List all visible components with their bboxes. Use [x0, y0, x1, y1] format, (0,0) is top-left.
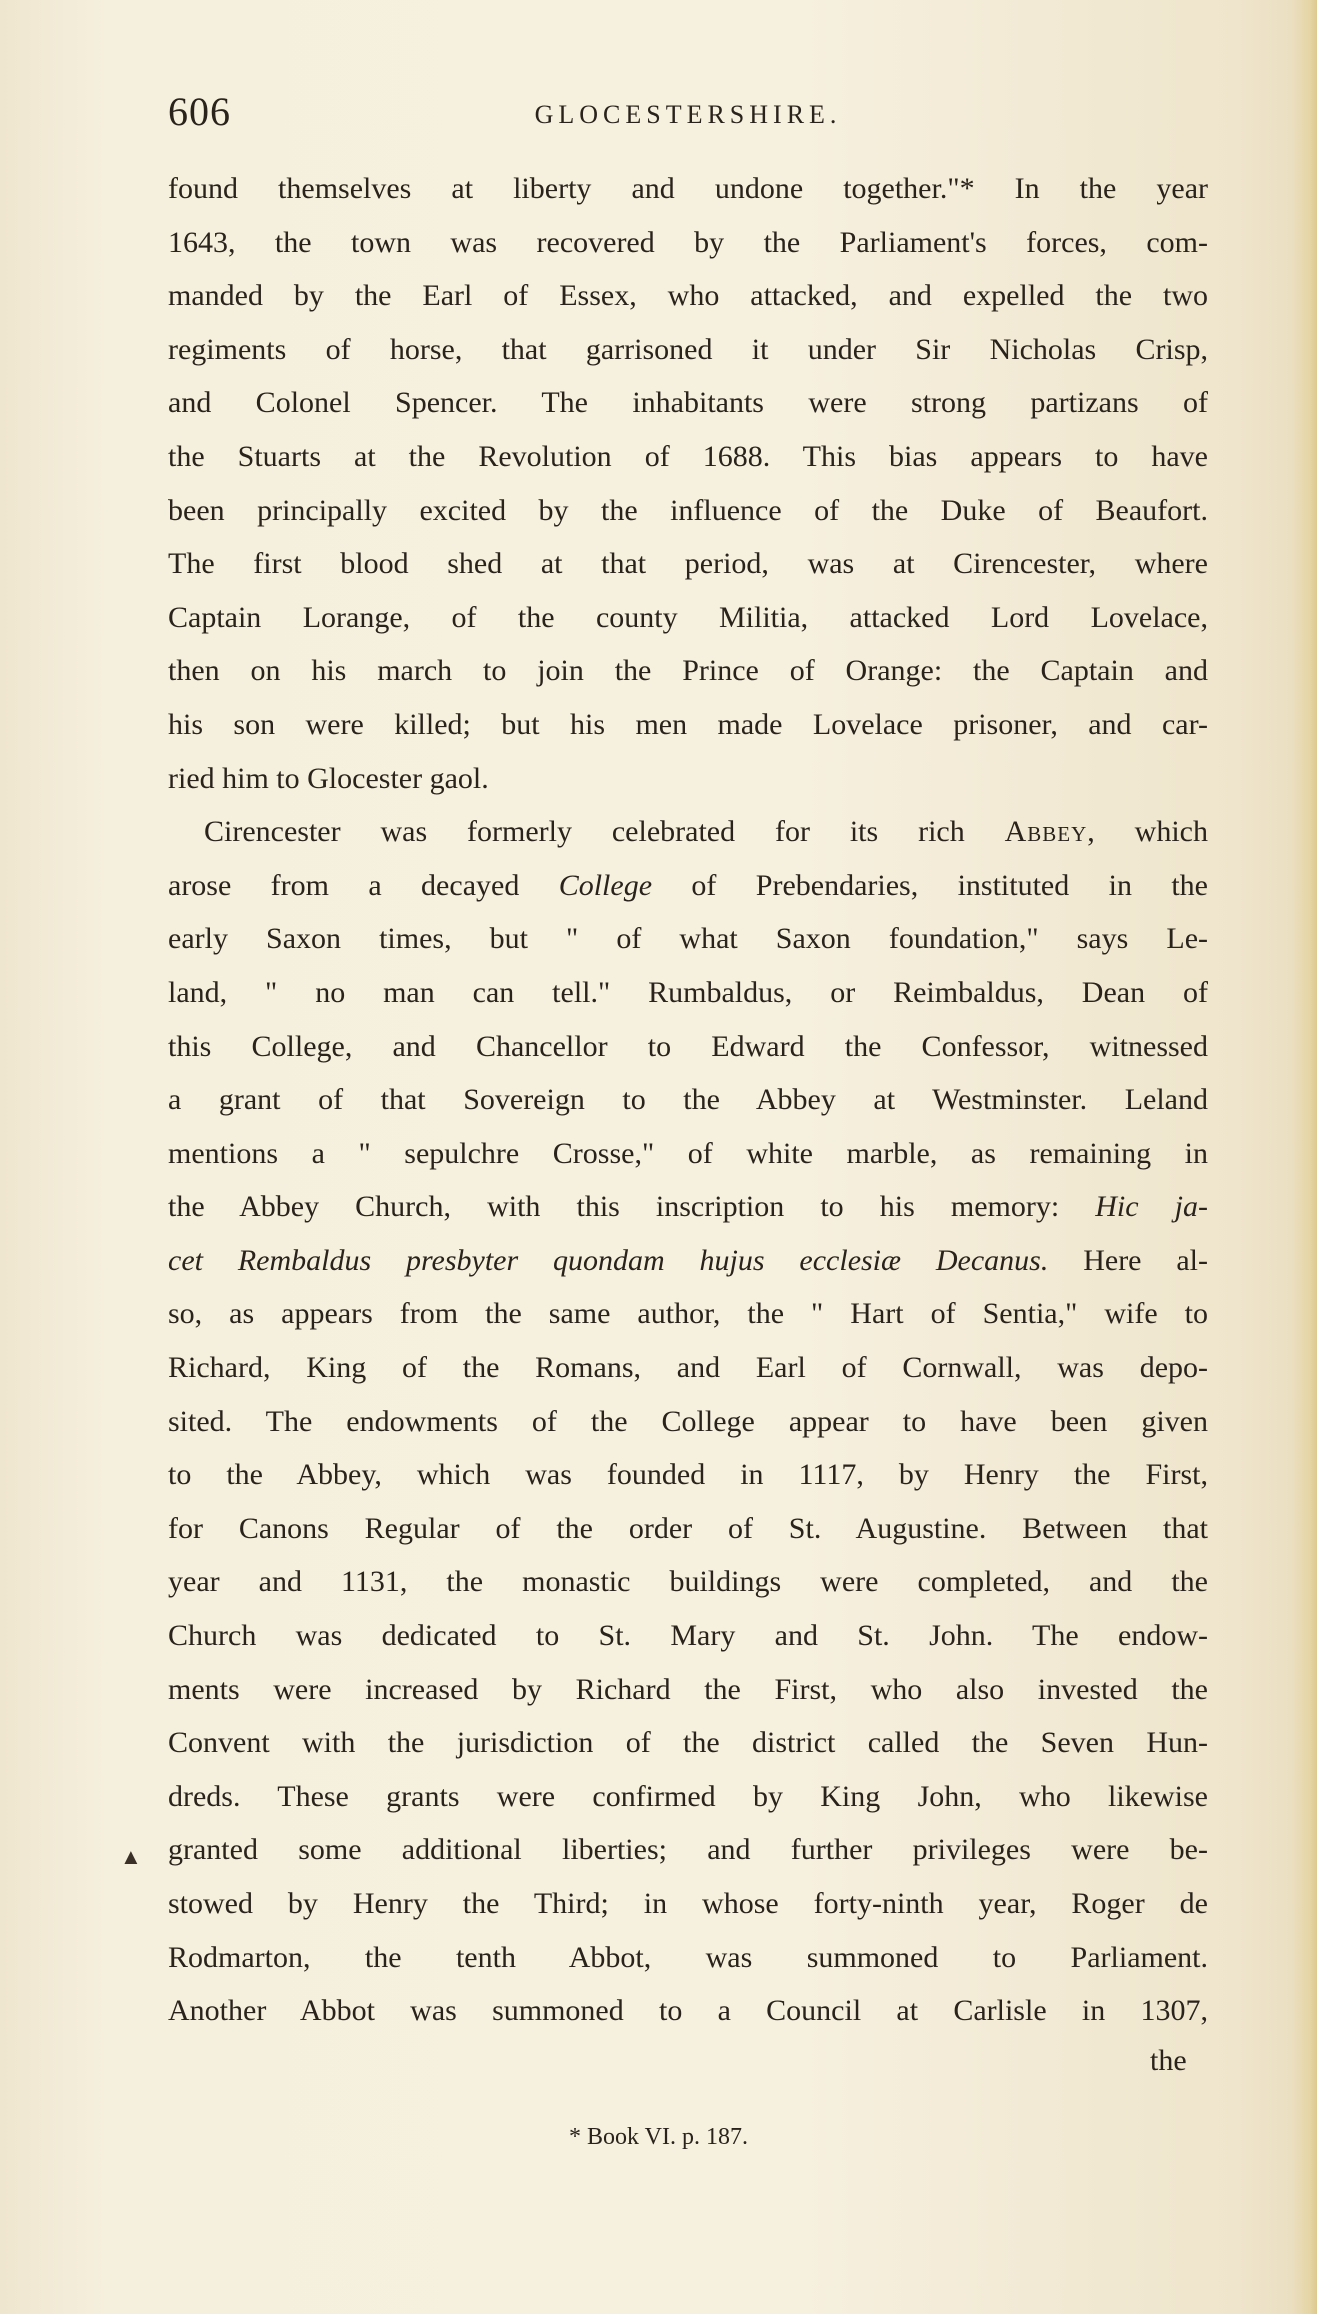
text-line: Captain Lorange, of the county Militia, attacked Lord Lovelace, [168, 600, 1208, 634]
text-line: been principally excited by the influence of the Duke of Beaufort. [168, 493, 1208, 527]
text-line: dreds. These grants were confirmed by King John, who likewise [168, 1779, 1208, 1813]
page-edge [1291, 0, 1317, 2314]
text-line: mentions a " sepulchre Crosse," of white marble, as remaining in [168, 1136, 1208, 1170]
text-line: regiments of horse, that garrisoned it under Sir Nicholas Crisp, [168, 332, 1208, 366]
text-line [168, 805, 1208, 859]
text-line: ried him to Glocester gaol. [168, 761, 489, 795]
text-line: manded by the Earl of Essex, who attacked, and expelled the two [168, 279, 1208, 313]
text-line [168, 859, 1208, 913]
college-italic: College [558, 868, 653, 902]
text-span: Cirencester was formerly celebrated for its rich [204, 815, 1005, 849]
text-line: sited. The endowments of the College appear to have been given [168, 1404, 1208, 1438]
text-line: then on his march to join the Prince of Orange: the Captain and [168, 654, 1208, 688]
footnote: * Book VI. p. 187. [569, 2124, 748, 2150]
latin-inscription: cet Rembaldus presbyter quondam hujus ecclesiæ Decanus. [168, 1243, 1049, 1277]
text-line: The first blood shed at that period, was at Cirencester, where [168, 547, 1208, 581]
text-span: of Prebendaries, instituted in the [652, 868, 1208, 902]
abbey-small-caps: Abbey [1004, 815, 1088, 849]
text-line: so, as appears from the same author, the " Hart of Sentia," wife to [168, 1297, 1208, 1331]
text-line: the Stuarts at the Revolution of 1688. This bias appears to have [168, 439, 1208, 473]
text-line: found themselves at liberty and undone together."* In the year [168, 172, 1208, 205]
text-line: and Colonel Spencer. The inhabitants were strong partizans of [168, 386, 1208, 420]
text-line: early Saxon times, but " of what Saxon foundation," says Le- [168, 922, 1208, 956]
running-head: GLOCESTERSHIRE. [534, 100, 842, 129]
text-line: year and 1131, the monastic buildings were completed, and the [168, 1565, 1208, 1599]
text-line [168, 1234, 1208, 1288]
page-number: 606 [168, 89, 231, 134]
body-text [168, 162, 1208, 2038]
text-line: this College, and Chancellor to Edward the Confessor, witnessed [168, 1029, 1208, 1063]
text-line: Church was dedicated to St. Mary and St. John. The endow- [168, 1619, 1208, 1653]
text-line: his son were killed; but his men made Lovelace prisoner, and car- [168, 707, 1208, 741]
text-span: , which [1087, 815, 1208, 849]
page-header [168, 88, 1208, 138]
text-span: the Abbey Church, with this inscription to his memory: [168, 1190, 1096, 1224]
text-line: granted some additional liberties; and further privileges were be- [168, 1833, 1208, 1867]
text-line: land, " no man can tell." Rumbaldus, or Reimbaldus, Dean of [168, 975, 1208, 1009]
text-line: to the Abbey, which was founded in 1117, by Henry the First, [168, 1458, 1208, 1492]
catchword: the [1150, 2044, 1187, 2077]
text-line: 1643, the town was recovered by the Parliament's forces, com- [168, 225, 1208, 259]
text-line: ments were increased by Richard the First, who also invested the [168, 1672, 1208, 1706]
text-line: for Canons Regular of the order of St. Augustine. Between that [168, 1511, 1208, 1545]
latin-inscription: Hic ja- [1095, 1190, 1208, 1224]
text-line: Convent with the jurisdiction of the district called the Seven Hun- [168, 1726, 1208, 1760]
text-line: stowed by Henry the Third; in whose forty-ninth year, Roger de [168, 1887, 1208, 1920]
text-line: a grant of that Sovereign to the Abbey at Westminster. Leland [168, 1083, 1208, 1117]
text-line: Rodmarton, the tenth Abbot, was summoned to Parliament. [168, 1940, 1208, 1974]
text-line [168, 1180, 1208, 1234]
text-line: Another Abbot was summoned to a Council at Carlisle in 1307, [168, 1994, 1208, 2028]
text-line: Richard, King of the Romans, and Earl of Cornwall, was depo- [168, 1351, 1208, 1385]
text-span: arose from a decayed [168, 868, 559, 902]
margin-mark: ▲ [120, 1844, 142, 1869]
text-span: Here al- [1048, 1243, 1208, 1277]
